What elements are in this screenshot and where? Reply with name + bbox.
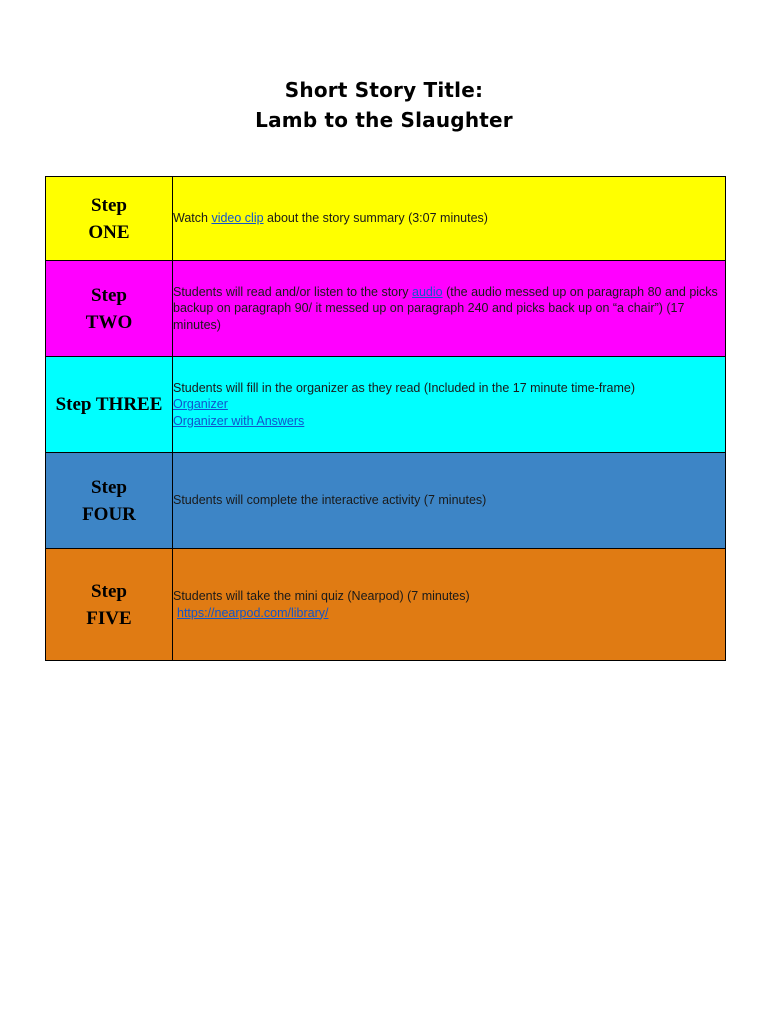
story-title-label: Short Story Title: [284,78,484,102]
step-four-label [46,453,173,549]
step-one-text-after: about the story summary (3:07 minutes) [263,211,488,226]
organizer-answers-link[interactable]: Organizer with Answers [173,413,305,428]
step-three-description [173,357,726,453]
organizer-link[interactable]: Organizer [173,397,228,412]
step-five-label-top: Step [91,580,127,602]
step-one-description [173,177,726,261]
step-three-label [46,357,173,453]
step-two-row [46,261,726,357]
story-title: Lamb to the Slaughter [255,108,513,132]
step-five-label-bottom: FIVE [86,607,132,629]
step-four-row [46,453,726,549]
step-five-label [46,549,173,661]
step-three-text: Students will fill in the organizer as they read (Included in the 17 minute time-frame) [173,380,636,395]
audio-link[interactable]: audio [412,284,443,299]
nearpod-link[interactable]: https://nearpod.com/library/ [177,605,329,620]
step-one-text-before: Watch [173,211,212,226]
step-two-label [46,261,173,357]
step-four-label-bottom: FOUR [82,503,136,525]
step-five-row [46,549,726,661]
step-five-description [173,549,726,661]
step-two-text-before: Students will read and/or listen to the story [173,284,413,299]
steps-table [45,176,726,661]
step-four-text: Students will complete the interactive activity (7 minutes) [173,493,487,508]
step-two-text-after: (the audio messed up on paragraph 80 and picks backup on paragraph 90/ it messed up on paragraph 240 and picks back up on “a chair”) (17 minutes) [173,284,718,332]
video-clip-link[interactable]: video clip [211,211,264,226]
step-two-label-top: Step [91,284,127,306]
step-four-description [173,453,726,549]
step-one-label [46,177,173,261]
step-three-label-text: Step THREE [55,394,163,415]
step-five-text: Students will take the mini quiz (Nearpod) (7 minutes) [173,589,470,603]
step-one-label-top: Step [91,194,127,216]
step-three-row [46,357,726,453]
step-four-label-top: Step [91,476,127,498]
step-two-label-bottom: TWO [85,311,133,333]
step-one-label-bottom: ONE [88,221,130,243]
step-two-description [173,261,726,357]
step-one-row [46,177,726,261]
